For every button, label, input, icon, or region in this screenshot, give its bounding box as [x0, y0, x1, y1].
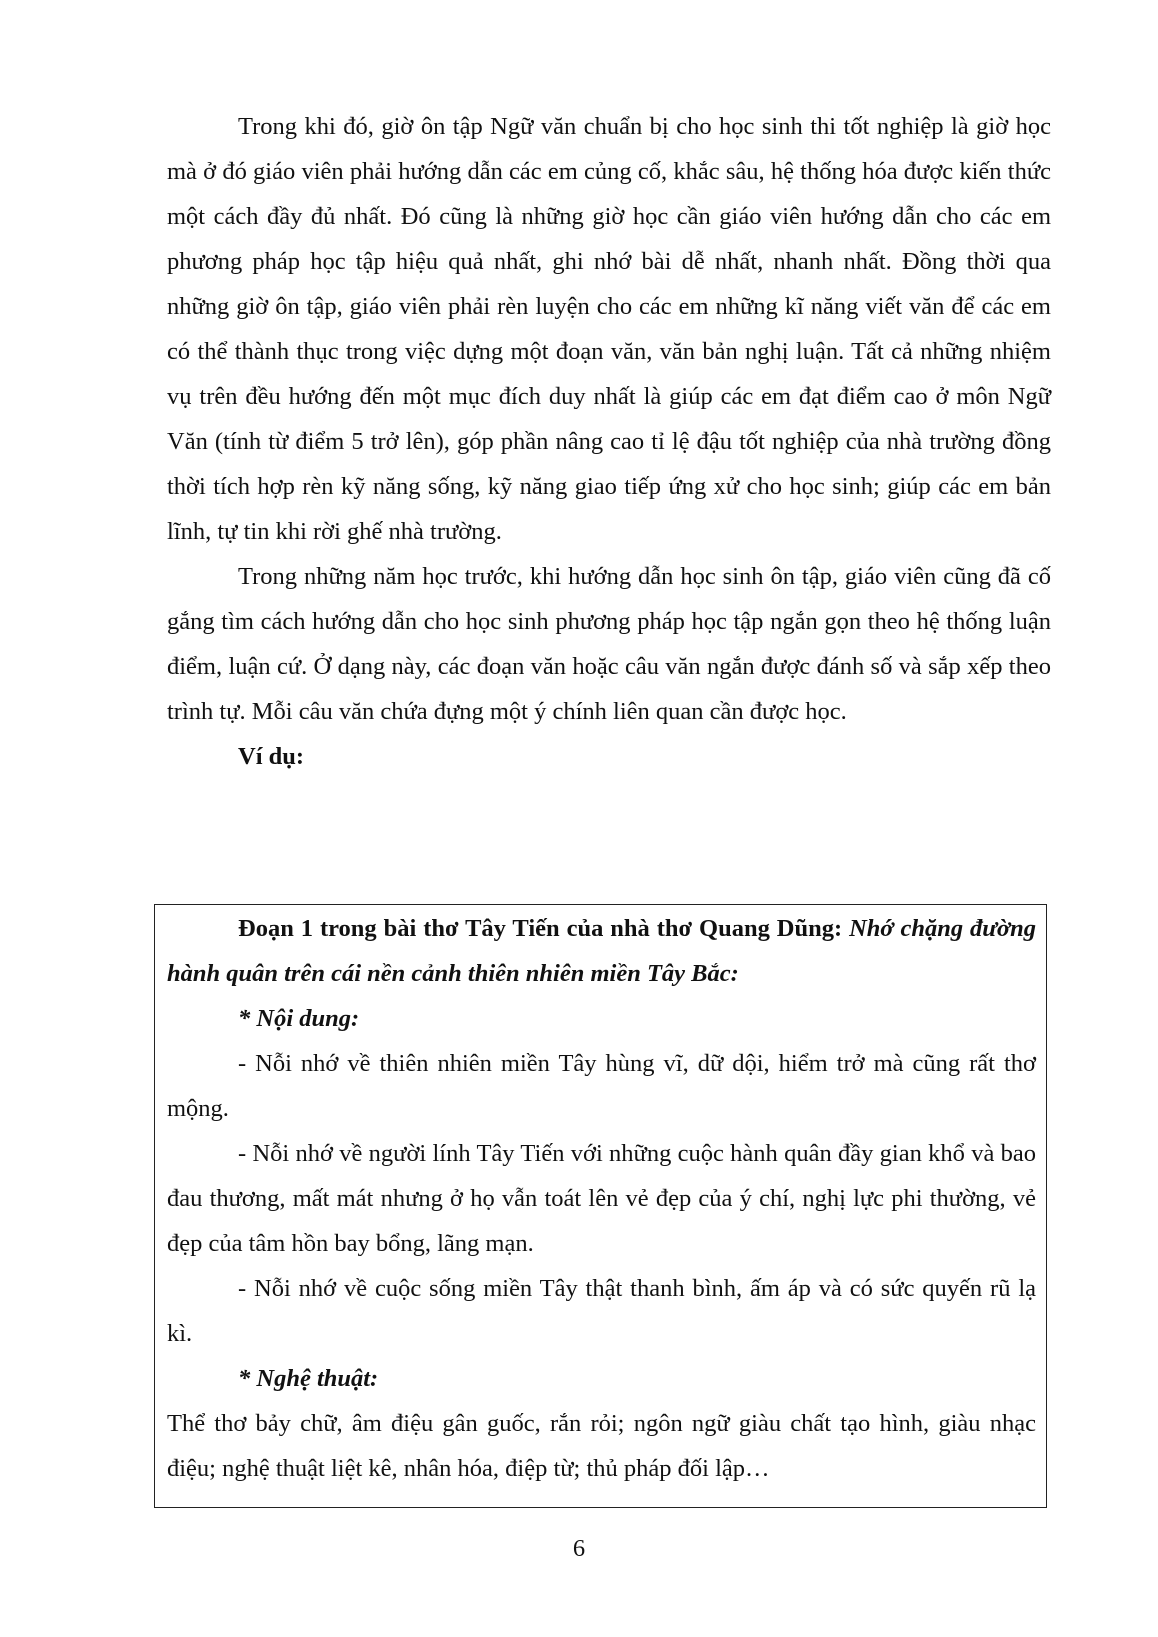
example-title-bold: Đoạn 1 trong bài thơ Tây Tiến của nhà thơ Quang Dũng: [238, 915, 843, 942]
content-item: - Nỗi nhớ về người lính Tây Tiến với những cuộc hành quân đầy gian khổ và bao đau thương, mất mát nhưng ở họ vẫn toát lên vẻ đẹp của ý chí, nghị lực phi thường, vẻ đẹp của tâm hồn bay bổng, lãng mạn. [167, 1140, 1036, 1257]
example-title [167, 906, 1036, 996]
art-heading: * Nghệ thuật: [238, 1365, 379, 1392]
content-item: - Nỗi nhớ về thiên nhiên miền Tây hùng vĩ, dữ dội, hiểm trở mà cũng rất thơ mộng. [167, 1050, 1036, 1122]
example-box [154, 904, 1047, 1508]
art-text: Thể thơ bảy chữ, âm điệu gân guốc, rắn rỏi; ngôn ngữ giàu chất tạo hình, giàu nhạc điệu; nghệ thuật liệt kê, nhân hóa, điệp từ; thủ pháp đối lập… [167, 1410, 1036, 1482]
page-number: 6 [572, 1535, 586, 1562]
example-title-italic: Nhớ chặng đường hành quân trên cái nền cảnh thiên nhiên miền Tây Bắc: [167, 915, 1037, 987]
paragraph-2: Trong những năm học trước, khi hướng dẫn học sinh ôn tập, giáo viên cũng đã cố gắng tìm cách hướng dẫn cho học sinh phương pháp học tập ngắn gọn theo hệ thống luận điểm, luận cứ. Ở dạng này, các đoạn văn hoặc câu văn ngắn được đánh số và sắp xếp theo trình tự. Mỗi câu văn chứa đựng một ý chính liên quan cần được học. [167, 563, 1051, 725]
paragraph-1: Trong khi đó, giờ ôn tập Ngữ văn chuẩn bị cho học sinh thi tốt nghiệp là giờ học mà ở đó giáo viên phải hướng dẫn các em củng cố, khắc sâu, hệ thống hóa được kiến thức một cách đầy đủ nhất. Đó cũng là những giờ học cần giáo viên hướng dẫn cho các em phương pháp học tập hiệu quả nhất, ghi nhớ bài dễ nhất, nhanh nhất. Đồng thời qua những giờ ôn tập, giáo viên phải rèn luyện cho các em những kĩ năng viết văn để các em có thể thành thục trong việc dựng một đoạn văn, văn bản nghị luận. Tất cả những nhiệm vụ trên đều hướng đến một mục đích duy nhất là giúp các em đạt điểm cao ở môn Ngữ Văn (tính từ điểm 5 trở lên), góp phần nâng cao tỉ lệ đậu tốt nghiệp của nhà trường đồng thời tích hợp rèn kỹ năng sống, kỹ năng giao tiếp ứng xử cho học sinh; giúp các em bản lĩnh, tự tin khi rời ghế nhà trường. [167, 113, 1051, 545]
content-item: - Nỗi nhớ về cuộc sống miền Tây thật thanh bình, ấm áp và có sức quyến rũ lạ kì. [167, 1275, 1036, 1347]
body-text [167, 104, 1051, 779]
content-heading: * Nội dung: [238, 1005, 360, 1032]
example-heading: Ví dụ: [238, 743, 305, 770]
